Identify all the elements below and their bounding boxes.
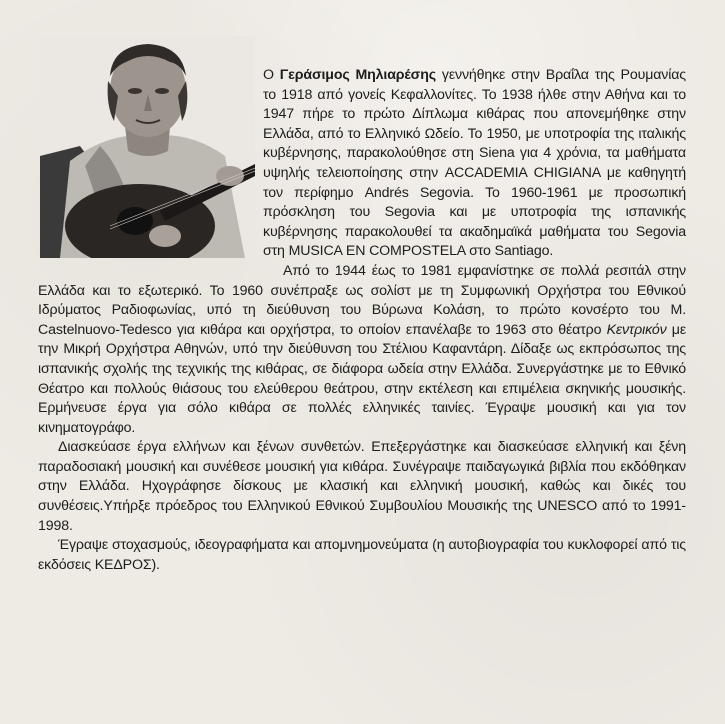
paragraph-1-prefix: Ο: [263, 67, 280, 83]
theatre-name: Κεντρικόν: [606, 321, 667, 338]
paragraph-1-body: γεννήθηκε στην Βραΐλα της Ρουμανίας το 1918 από γονείς Κεφαλλονίτες. Το 1938 ήλθε στην Αθήνα και το 1947 πήρε το πρώτο Δίπλωμα κιθάρας που απονεμήθηκε στην Ελλάδα, από το Ελληνικό Ωδείο. Το 1950, με υποτροφία της ιταλικής κυβέρνησης, παρακολούθησε στη Siena για 4 χρόνια, τα μαθήματα υψηλής τελειοποίησης στην ACCADEMIA CHIGIANA με καθηγητή τον περίφημο Andrés Segovia. Το 1960-1961 με προσωπική πρόσκληση του Segovia και με υποτροφία της ισπανικής κυβέρνησης παρακολουθεί τα ακαδημαϊκά μαθήματα του Segovia στη MUSICA EN COMPOSTELA στο Santiago.: [263, 67, 686, 260]
paragraph-2: [38, 262, 686, 438]
paragraph-4: Έγραψε στοχασμούς, ιδεογραφήματα και απομνημονεύματα (η αυτοβιογραφία του κυκλοφορεί από τις εκδόσεις ΚΕΔΡΟΣ).: [38, 537, 686, 573]
paragraph-2-end: με την Μικρή Ορχήστρα Αθηνών, υπό την διεύθυνση του Στέλιου Καφαντάρη. Δίδαξε ως εκπρόσωπος της ισπανικής σχολής της τεχνικής της κιθάρας, σε διάφορα ωδεία στην Ελλάδα. Συνεργάστηκε με το Εθνικό Θέατρο και πολλούς θιάσους του ελεύθερου θεάτρου, στην εκτέλεση και επιμέλεια σκηνικής μουσικής. Ερμήνευσε έργα για σόλο κιθάρα σε πολλές ελληνικές ταινίες. Έγραψε μουσική και για τον κινηματογράφο.: [38, 321, 686, 436]
paragraph-3: Διασκεύασε έργα ελλήνων και ξένων συνθετών. Επεξεργάστηκε και διασκεύασε ελληνική και ξένη παραδοσιακή μουσική και συνέθεσε μουσική για κιθάρα. Συνέγραψε παιδαγωγικά βιβλία που εκδόθηκαν στην Ελλάδα. Ηχογράφησε δίσκους με κλασική και ελληνική μουσική, καθώς και δικές του συνθέσεις.Υπήρξε πρόεδρος του Ελληνικού Εθνικού Συμβουλίου Μουσικής της UNESCO από το 1991-1998.: [38, 439, 686, 534]
paragraph-2-start: Από το 1944 έως το 1981 εμφανίστηκε σε πολλά ρεσιτάλ στην Ελλάδα και το εξωτερικό. Το 1960 συνέπραξε ως σολίστ με τη Συμφωνική Ορχήστρα του Εθνικού Ιδρύματος Ραδιοφωνίας, υπό τη διεύθυνση του Βύρωνα Κολάση, το πρώτο κονσέρτο του M. Castelnuovo-Tedesco για κιθάρα και ορχήστρα, το οποίον επανέλαβε το 1963 στο θέατρο: [38, 262, 686, 338]
biography-text: [38, 66, 686, 575]
subject-name: Γεράσιμος Μηλιαρέσης: [279, 67, 436, 83]
